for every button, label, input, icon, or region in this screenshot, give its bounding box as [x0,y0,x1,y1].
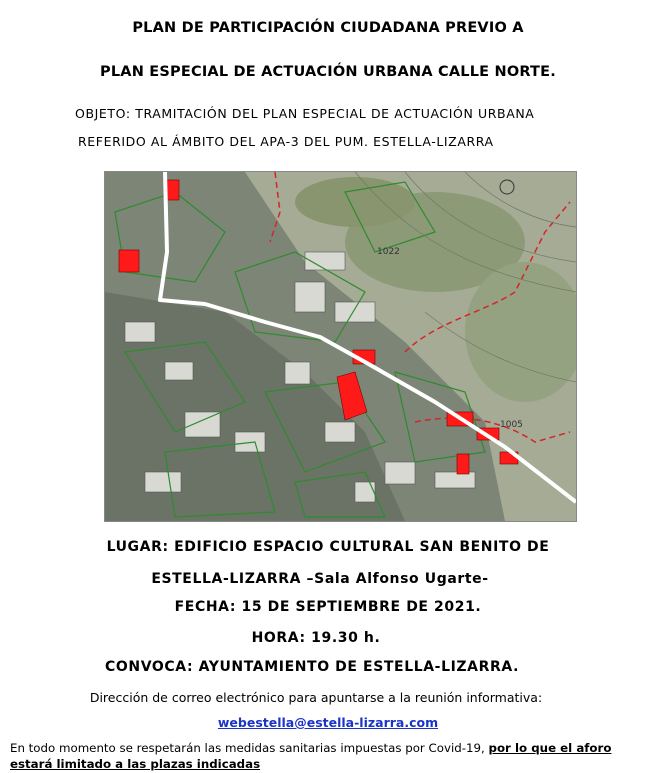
contour-label-2: 1005 [500,420,523,430]
lugar-line-1: LUGAR: EDIFICIO ESPACIO CULTURAL SAN BENITO DE [106,539,550,555]
covid-note-emphasis: por lo que el aforo estará limitado a las plazas indicadas [10,741,612,771]
vegetation-3 [295,177,415,227]
contour-label-1: 1022 [377,247,400,257]
fecha: FECHA: 15 DE SEPTIEMBRE DE 2021. [174,599,482,615]
contact-email-wrapper [0,715,656,730]
aerial-map [104,171,577,522]
hora: HORA: 19.30 h. [251,630,381,646]
lugar-line-2: ESTELLA-LIZARRA –Sala Alfonso Ugarte- [151,571,489,587]
object-line-2: REFERIDO AL ÁMBITO DEL APA-3 DEL PUM. ESTELLA-LIZARRA [78,134,494,149]
contact-label: Dirección de correo electrónico para apuntarse a la reunión informativa: [89,690,543,705]
title-line-2: PLAN ESPECIAL DE ACTUACIÓN URBANA CALLE NORTE. [100,64,556,80]
map-svg [105,172,576,521]
object-line-1: OBJETO: TRAMITACIÓN DEL PLAN ESPECIAL DE ACTUACIÓN URBANA [75,106,535,121]
covid-note-text: En todo momento se respetarán las medidas sanitarias impuestas por Covid-19, [10,741,489,755]
convoca: CONVOCA: AYUNTAMIENTO DE ESTELLA-LIZARRA. [105,659,519,675]
contact-email-link[interactable]: webestella@estella-lizarra.com [217,715,439,730]
covid-note [10,740,650,772]
title-line-1: PLAN DE PARTICIPACIÓN CIUDADANA PREVIO A [132,20,524,36]
